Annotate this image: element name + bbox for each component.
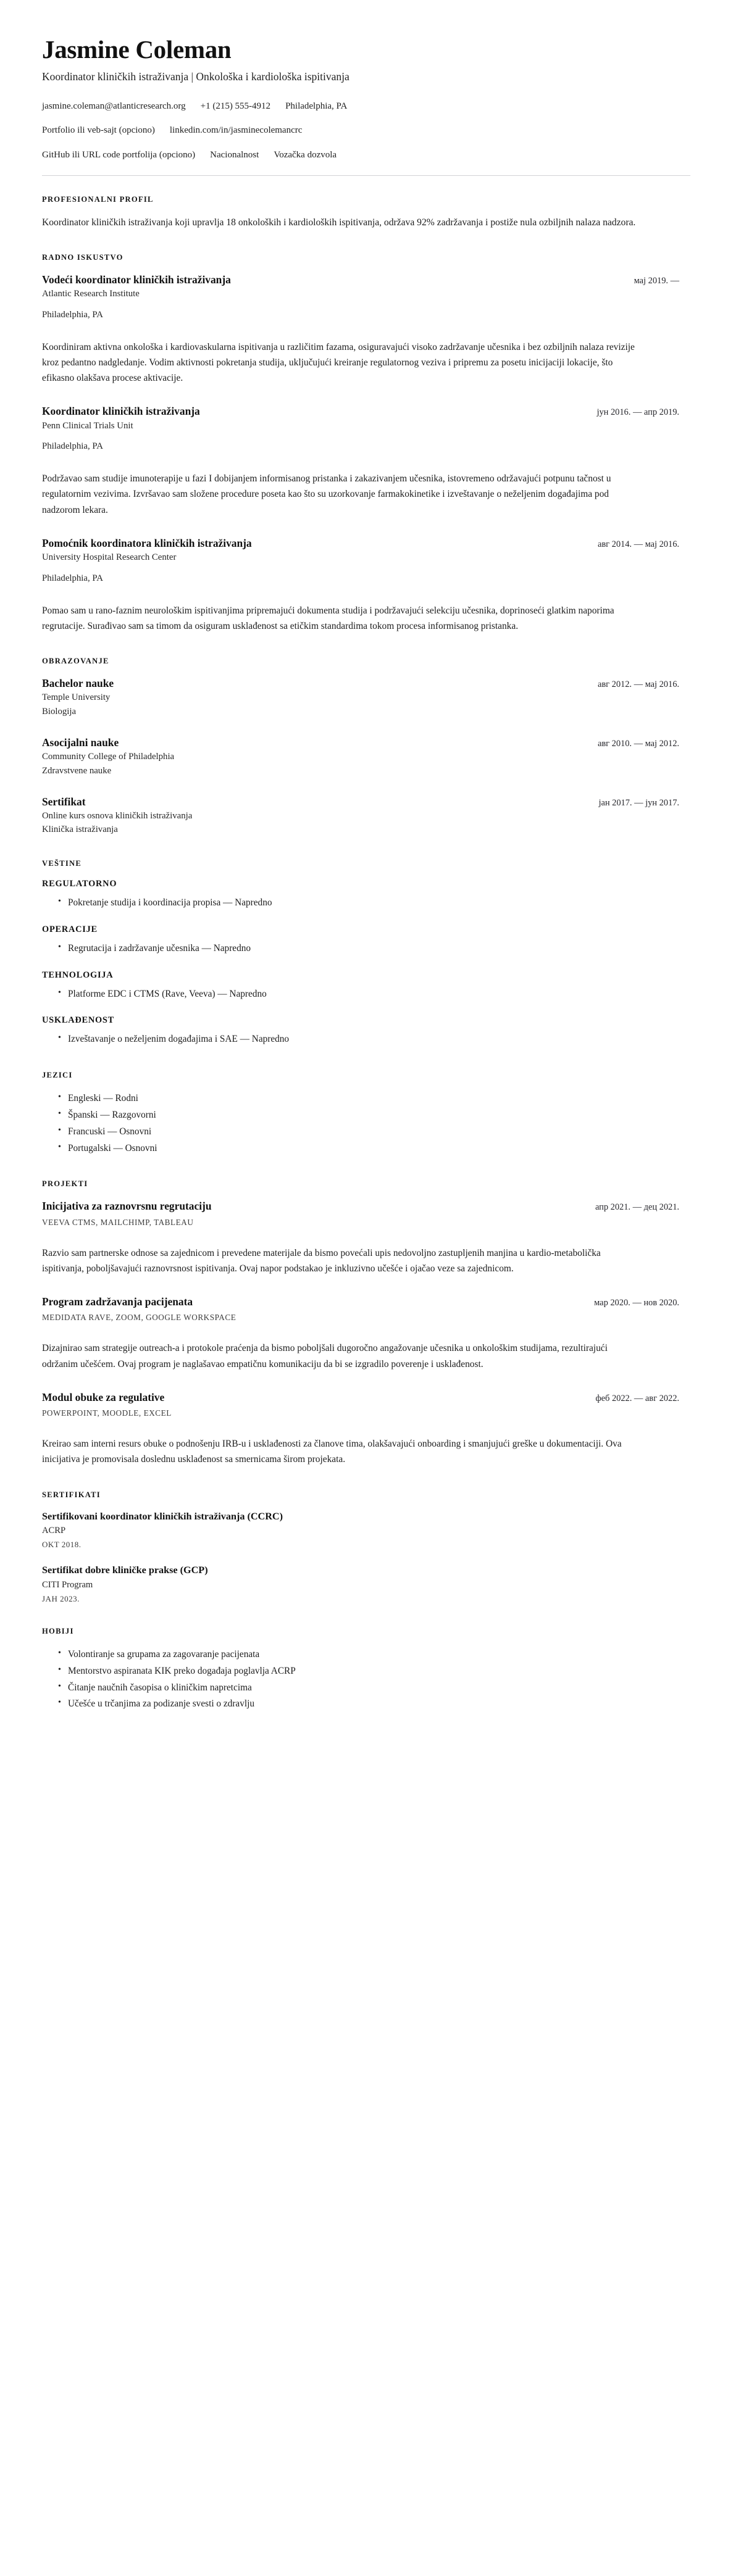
- certification-issuer: CITI Program: [42, 1579, 93, 1590]
- education-field: Biologija: [42, 707, 77, 717]
- experience-job-title: Koordinator kliničkih istraživanja: [42, 405, 200, 418]
- experience-location: Philadelphia, PA: [42, 573, 103, 583]
- contact-line-primary: [42, 100, 709, 112]
- experience-entry-head: [42, 536, 709, 550]
- skill-item: • Izveštavanje o neželjenim događajima i SAE — Napredno: [58, 1031, 709, 1048]
- project-entry-head: [42, 1390, 709, 1404]
- project-entry: [42, 1295, 709, 1372]
- section-title-skills: VEŠTINE: [42, 859, 82, 868]
- section-education: [42, 657, 709, 836]
- email-text: jasmine.coleman@atlanticresearch.org: [42, 101, 186, 112]
- section-title-education: OBRAZOVANJE: [42, 657, 109, 666]
- skill-group-technology: [42, 970, 709, 1003]
- education-field: Zdravstvene nauke: [42, 765, 112, 776]
- experience-job-title: Pomoćnik koordinatora kliničkih istraživanja: [42, 536, 252, 549]
- experience-description: Koordiniram aktivna onkološka i kardiovaskularna ispitivanja u različitim fazama, osiguravajući visoko zadržavanje učesnika i bez ozbiljnih nalaza revizije kroz pedantno nadgledanje. Vodim aktivnosti pokretanja studija, uključujući kreiranje regulatornog veziva i pripremu za posetu inicijaciji lokacije, što efikasno olakšava procese aktivacije.: [42, 341, 635, 384]
- skill-list: [42, 941, 709, 957]
- section-title-experience: RADNO ISKUSTVO: [42, 253, 124, 262]
- skill-group-title: TEHNOLOGIJA: [42, 970, 114, 980]
- education-school: Online kurs osnova kliničkih istraživanja: [42, 810, 193, 821]
- skill-group-operations: [42, 924, 709, 957]
- skill-group-regulatory: [42, 879, 709, 912]
- experience-date-range: авг 2014. — мај 2016.: [597, 539, 679, 549]
- language-item: • Španski — Razgovorni: [58, 1107, 709, 1124]
- education-school: Community College of Philadelphia: [42, 752, 175, 762]
- education-degree: Bachelor nauke: [42, 677, 114, 690]
- drivers-license-text: Vozačka dozvola: [274, 149, 337, 160]
- section-title-projects: PROJEKTI: [42, 1179, 88, 1189]
- project-tools: MEDIDATA RAVE, ZOOM, GOOGLE WORKSPACE: [42, 1313, 237, 1323]
- project-tools: VEEVA CTMS, MAILCHIMP, TABLEAU: [42, 1217, 194, 1227]
- linkedin-text: linkedin.com/in/jasminecolemancrc: [169, 125, 303, 136]
- education-entry-head: [42, 676, 709, 690]
- experience-company: University Hospital Research Center: [42, 552, 177, 563]
- language-item: • Portugalski — Osnovni: [58, 1141, 709, 1157]
- section-skills: [42, 859, 709, 1048]
- language-item: • Francuski — Osnovni: [58, 1124, 709, 1141]
- hobby-item: • Čitanje naučnih časopisa o kliničkim napretcima: [58, 1680, 709, 1697]
- skill-list: [42, 1031, 709, 1048]
- experience-location: Philadelphia, PA: [42, 441, 103, 452]
- hobby-item: • Volontiranje sa grupama za zagovaranje pacijenata: [58, 1647, 709, 1663]
- education-degree: Sertifikat: [42, 795, 86, 808]
- experience-entry-head: [42, 273, 709, 286]
- skill-group-compliance: [42, 1015, 709, 1048]
- section-title-certifications: SERTIFIKATI: [42, 1490, 101, 1499]
- experience-date-range: мај 2019. —: [634, 276, 679, 286]
- skill-item: • Regrutacija i zadržavanje učesnika — Napredno: [58, 941, 709, 957]
- education-degree: Asocijalni nauke: [42, 736, 119, 749]
- education-entry-head: [42, 795, 709, 808]
- section-title-profile: PROFESIONALNI PROFIL: [42, 194, 154, 204]
- skill-group-title: USKLAĐENOST: [42, 1015, 115, 1026]
- education-date-range: јан 2017. — јун 2017.: [598, 797, 679, 808]
- project-description: Razvio sam partnerske odnose sa zajednicom i prevedene materijale da bismo povećali upis nedovoljno zastupljenih manjina u kardio-metabolička ispitivanja, poboljšavajući raznovrsnost ispitivanja. Ovaj napor podstakao je inkluzivno učešće i ojačao veze sa zajednicom.: [42, 1247, 601, 1274]
- project-entry: [42, 1390, 709, 1468]
- profile-text: Koordinator kliničkih istraživanja koji upravlja 18 onkoloških i kardioloških ispitivanja, održava 92% zadržavanja i postiže nula ozbiljnih nalaza nadzora.: [42, 217, 636, 228]
- project-entry-head: [42, 1295, 709, 1308]
- experience-entry: [42, 273, 709, 386]
- skill-group-title: REGULATORNO: [42, 879, 117, 889]
- skill-item: • Platforme EDC i CTMS (Rave, Veeva) — Napredno: [58, 986, 709, 1003]
- section-title-hobbies: HOBIJI: [42, 1627, 74, 1636]
- contact-line-extra: [42, 149, 709, 161]
- header-divider: [42, 175, 690, 176]
- project-description: Kreirao sam interni resurs obuke o podnošenju IRB-u i usklađenosti za članove tima, olakšavajući onboarding i smanjujući greške u dokumentaciji. Ova inicijativa je promovisala doslednu usklađenost sa smernicama širom projekata.: [42, 1439, 622, 1465]
- experience-description: Podržavao sam studije imunoterapije u fazi I dobijanjem informisanog pristanka i zakazivanjem učesnika, istovremeno održavajući potpunu tačnost u regulatornim vezivima. Izvršavao sam složene procedure poseta kao što su uzorkovanje farmakokinetike i izveštavanje o neželjenim događajima pod nadzorom lekara.: [42, 473, 611, 515]
- certification-issuer: ACRP: [42, 1525, 66, 1535]
- section-projects: [42, 1179, 709, 1467]
- project-title: Modul obuke za regulative: [42, 1390, 165, 1403]
- experience-description: Pomao sam u rano-faznim neurološkim ispitivanjima pripremajući dokumenta studija i podržavajući selekciju učesnika, doprinoseći glatkim naporima regrutacije. Surađivao sam sa timom da osiguram usklađenost sa etičkim standardima tokom procesa informisanog pristanka.: [42, 605, 614, 631]
- experience-company: Penn Clinical Trials Unit: [42, 420, 133, 431]
- section-languages: [42, 1071, 709, 1157]
- experience-job-title: Vodeći koordinator kliničkih istraživanja: [42, 273, 231, 286]
- skill-group-title: OPERACIJE: [42, 924, 98, 934]
- education-field: Klinička istraživanja: [42, 825, 118, 835]
- project-date-range: апр 2021. — дец 2021.: [595, 1202, 679, 1213]
- certification-date: OKT 2018.: [42, 1540, 82, 1550]
- language-list: [42, 1091, 709, 1157]
- candidate-name: Jasmine Coleman: [42, 35, 232, 64]
- project-tools: POWERPOINT, MOODLE, EXCEL: [42, 1408, 172, 1418]
- project-entry-head: [42, 1199, 709, 1213]
- language-item: • Engleski — Rodni: [58, 1091, 709, 1107]
- experience-entry-head: [42, 404, 709, 418]
- education-entry-head: [42, 736, 709, 749]
- certification-entry: [42, 1564, 709, 1604]
- certification-title: Sertifikovani koordinator kliničkih istraživanja (CCRC): [42, 1510, 283, 1522]
- education-entry: [42, 795, 709, 837]
- section-profile: [42, 195, 709, 230]
- experience-company: Atlantic Research Institute: [42, 289, 140, 299]
- project-description: Dizajnirao sam strategije outreach-a i protokole praćenja da bismo poboljšali dugoročno angažovanje učesnika u onkološkim studijama, rezultirajući održanim učešćem. Ovaj program je naglašavao empatičnu komunikaciju da bi se izgradilo poverenje i usklađenost.: [42, 1343, 608, 1369]
- project-title: Inicijativa za raznovrsnu regrutaciju: [42, 1200, 212, 1213]
- location-text: Philadelphia, PA: [285, 101, 348, 112]
- education-entry: [42, 736, 709, 778]
- education-school: Temple University: [42, 692, 111, 703]
- certification-title: Sertifikat dobre kliničke prakse (GCP): [42, 1564, 208, 1576]
- project-date-range: феб 2022. — авг 2022.: [595, 1393, 679, 1403]
- education-date-range: авг 2010. — мај 2012.: [597, 738, 679, 749]
- experience-entry: [42, 536, 709, 634]
- project-entry: [42, 1199, 709, 1276]
- portfolio-text: Portfolio ili veb-sajt (opciono): [42, 125, 155, 136]
- resume-header: [42, 36, 709, 161]
- section-certifications: [42, 1490, 709, 1605]
- skill-list: [42, 895, 709, 912]
- education-entry: [42, 676, 709, 718]
- hobby-item: • Mentorstvo aspiranata KIK preko događaja poglavlja ACRP: [58, 1663, 709, 1680]
- github-text: GitHub ili URL code portfolija (opciono): [42, 149, 196, 160]
- section-experience: [42, 253, 709, 634]
- certification-date: ЈАН 2023.: [42, 1594, 80, 1604]
- skill-list: [42, 986, 709, 1003]
- experience-date-range: јун 2016. — апр 2019.: [597, 407, 679, 418]
- candidate-headline: Koordinator kliničkih istraživanja | Onkološka i kardiološka ispitivanja: [42, 70, 350, 83]
- phone-text: +1 (215) 555-4912: [200, 101, 271, 112]
- education-date-range: авг 2012. — мај 2016.: [597, 679, 679, 690]
- skill-item: • Pokretanje studija i koordinacija propisa — Napredno: [58, 895, 709, 912]
- experience-location: Philadelphia, PA: [42, 309, 103, 320]
- project-date-range: мар 2020. — нов 2020.: [594, 1298, 679, 1308]
- section-hobbies: [42, 1627, 709, 1713]
- hobby-item: • Učešće u trčanjima za podizanje svesti o zdravlju: [58, 1696, 709, 1713]
- experience-entry: [42, 404, 709, 517]
- hobby-list: [42, 1647, 709, 1713]
- nationality-text: Nacionalnost: [210, 149, 259, 160]
- contact-line-links: [42, 124, 709, 136]
- project-title: Program zadržavanja pacijenata: [42, 1295, 193, 1308]
- section-title-languages: JEZICI: [42, 1071, 73, 1080]
- certification-entry: [42, 1510, 709, 1550]
